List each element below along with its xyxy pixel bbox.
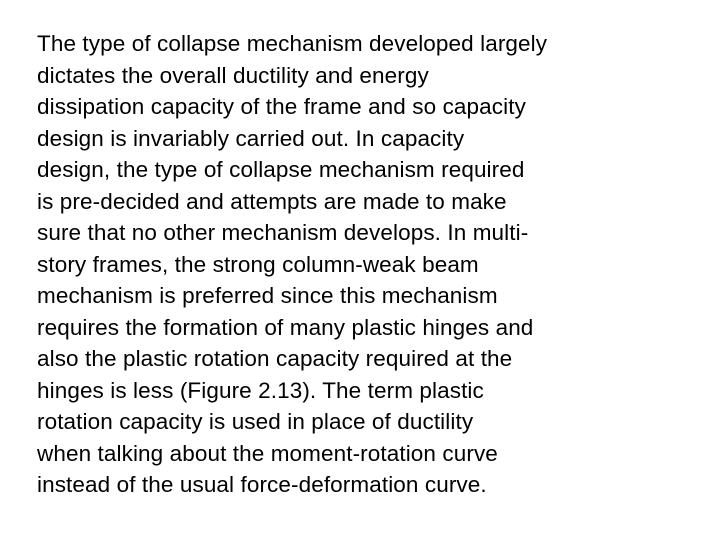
paragraph-line-3: dissipation capacity of the frame and so capacity (37, 94, 526, 119)
paragraph-line-14: when talking about the moment-rotation curve (37, 440, 498, 466)
paragraph-line-2: dictates the overall ductility and energy (37, 62, 429, 88)
paragraph-line-6: is pre-decided and attempts are made to make (37, 188, 507, 214)
paragraph-line-8: story frames, the strong column-weak beam (37, 251, 479, 277)
paragraph-line-4: design is invariably carried out. In capacity (37, 125, 465, 151)
paragraph-line-12: hinges is less (Figure 2.13). The term plastic (37, 377, 484, 403)
paragraph-line-11: also the plastic rotation capacity required at the (37, 346, 513, 371)
paragraph-line-1: The type of collapse mechanism developed largely (37, 31, 548, 56)
paragraph-line-5: design, the type of collapse mechanism required (37, 157, 525, 182)
paragraph-line-9: mechanism is preferred since this mechanism (37, 283, 498, 308)
paragraph-line-10: requires the formation of many plastic hinges and (37, 314, 534, 340)
body-paragraph (37, 28, 720, 501)
paragraph-line-13: rotation capacity is used in place of ductility (37, 409, 474, 434)
paragraph-line-7: sure that no other mechanism develops. In multi- (37, 220, 529, 245)
paragraph-line-15: instead of the usual force-deformation curve. (37, 472, 487, 497)
